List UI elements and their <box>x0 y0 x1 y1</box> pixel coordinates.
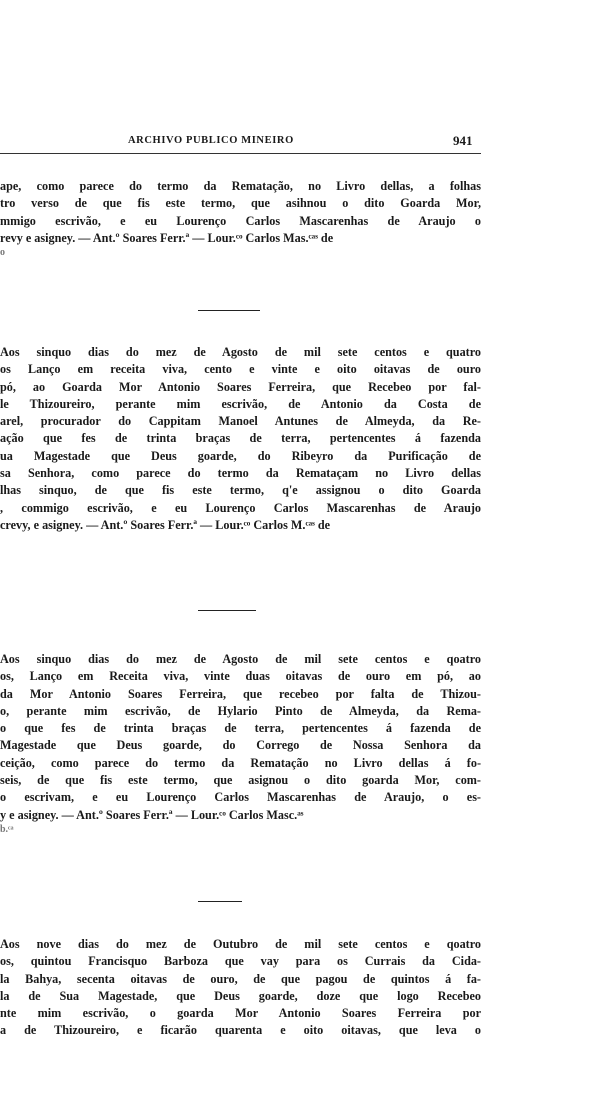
text-line: tro verso de que fis este termo, que asihnou o dito Goarda Mor, <box>0 196 481 211</box>
entry-paragraph <box>0 651 481 836</box>
text-line: la de Sua Magestade, que Deus goarde, doze que logo Recebeo <box>0 988 481 1003</box>
text-line: seis, de que fis este termo, que asignou o dito goarda Mor, com- <box>0 773 481 788</box>
entry-paragraph <box>0 344 481 534</box>
text-line: a de Thizoureiro, e ficarão quarenta e oito oitavas, que leva o <box>0 1023 481 1038</box>
entry-paragraph <box>0 936 481 1040</box>
text-line: sa Senhora, como parece do termo da Remataçam no Livro dellas <box>0 466 481 481</box>
text-line: os, quintou Francisquo Barboza que vay para os Currais da Cida- <box>0 954 481 969</box>
text-line: o <box>0 247 5 259</box>
text-line: crevy, e asigney. — Ant.º Soares Ferr.ª — Lour.ᶜᵒ Carlos M.ᶜᵃˢ de <box>0 517 331 532</box>
text-line: o que fes de trinta braças de terra, pertencentes á fazenda de <box>0 721 481 736</box>
text-line: revy e asigney. — Ant.º Soares Ferr.ª — Lour.ᶜᵒ Carlos Mas.ᶜᵃˢ de <box>0 230 334 245</box>
text-line: os, Lanço em Receita viva, vinte duas oitavas de ouro em pó, ao <box>0 669 481 684</box>
section-divider <box>198 310 260 311</box>
text-line: Aos sinquo dias do mez de Agosto de mil sete centos e quatro <box>0 345 481 359</box>
text-line: nte mim escrivão, o goarda Mor Antonio Soares Ferreira por <box>0 1006 481 1021</box>
text-line: mmigo escrivão, e eu Lourenço Carlos Mascarenhas de Araujo o <box>0 213 481 228</box>
text-line: b.ᶜᵃ <box>0 823 14 835</box>
text-line: o escrivam, e eu Lourenço Carlos Mascarenhas de Araujo, o es- <box>0 790 481 805</box>
section-divider <box>198 901 242 902</box>
text-line: Aos sinquo dias do mez de Agosto de mil sete centos e qoatro <box>0 652 481 666</box>
text-line: pó, ao Goarda Mor Antonio Soares Ferreira, que Recebeo por fal- <box>0 379 481 394</box>
text-line: o, perante mim escrivão, de Hylario Pinto de Almeyda, da Rema- <box>0 703 481 718</box>
text-line: , commigo escrivão, e eu Lourenço Carlos Mascarenhas de Araujo <box>0 500 481 515</box>
text-line: da Mor Antonio Soares Ferreira, que recebeo por falta de Thizou- <box>0 686 481 701</box>
text-line: ape, como parece do termo da Rematação, no Livro dellas, a folhas <box>0 179 481 193</box>
running-title: ARCHIVO PUBLICO MINEIRO <box>128 135 294 146</box>
text-line: ação que fes de trinta braças de terra, pertencentes á fazenda <box>0 431 481 446</box>
text-line: y e asigney. — Ant.º Soares Ferr.ª — Lour.ᶜᵒ Carlos Masc.ᵃˢ <box>0 807 304 822</box>
text-line: Magestade que Deus goarde, do Corrego de Nossa Senhora da <box>0 738 481 753</box>
text-line: arel, procurador do Cappitam Manoel Antunes de Almeyda, da Re- <box>0 414 481 429</box>
text-line: ceição, como parece do termo da Rematação no Livro dellas á fo- <box>0 755 481 770</box>
page-number: 941 <box>453 133 473 148</box>
text-line: Aos nove dias do mez de Outubro de mil sete centos e qoatro <box>0 937 481 951</box>
section-divider <box>198 610 256 611</box>
running-header <box>0 135 593 155</box>
text-line: lhas sinquo, de que fis este termo, q'e assignou o dito Goarda <box>0 483 481 498</box>
text-line: ua Magestade que Deus goarde, do Ribeyro da Purificação de <box>0 448 481 463</box>
text-line: la Bahya, secenta oitavas de ouro, de que pagou de quintos á fa- <box>0 971 481 986</box>
paragraph-continuation <box>0 178 481 259</box>
text-line: le Thizoureiro, perante mim escrivão, de Antonio da Costa de <box>0 396 481 411</box>
text-line: os Lanço em receita viva, cento e vinte e oito oitavas de ouro <box>0 362 481 377</box>
header-rule <box>0 153 481 154</box>
